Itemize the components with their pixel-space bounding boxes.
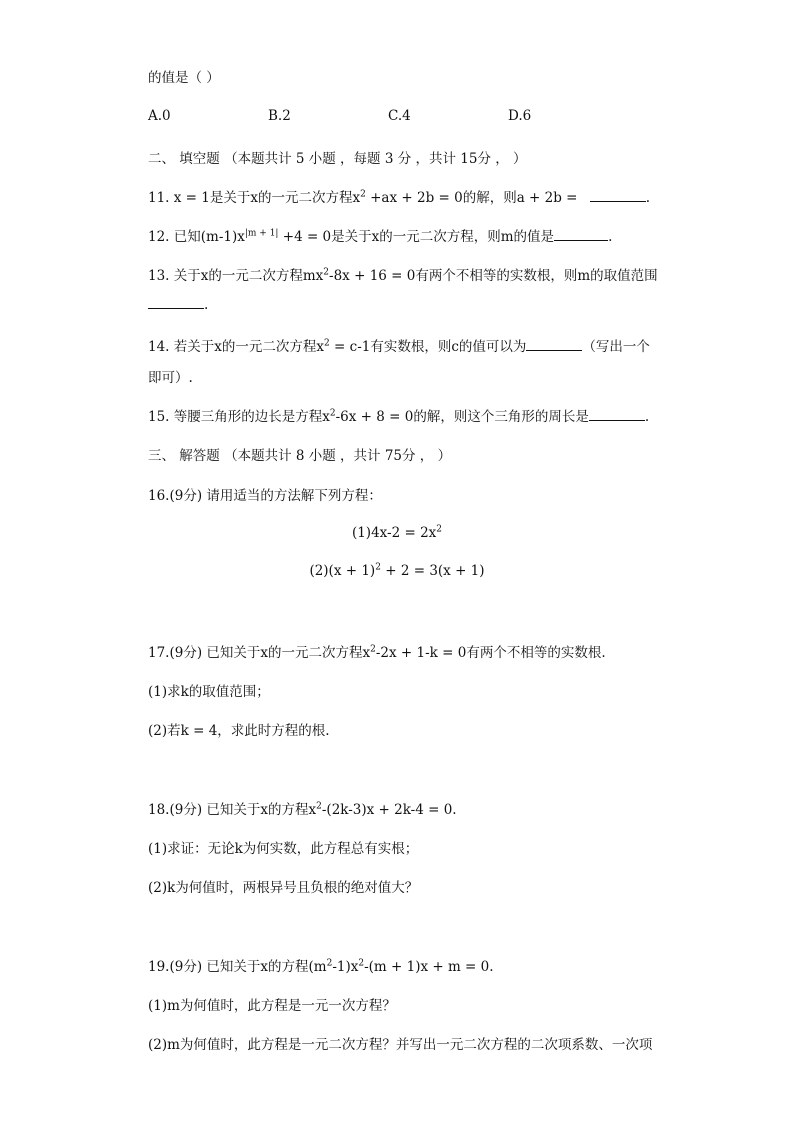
q11-period: . <box>645 190 651 206</box>
q12-answer-blank <box>554 228 608 241</box>
q15-exponent: 2 <box>329 408 336 419</box>
q14-exponent: 2 <box>324 338 330 349</box>
q12-text-a: 12. 已知(m-1)x <box>148 229 245 245</box>
q13-exponent: 2 <box>323 267 330 278</box>
question-15 <box>148 405 649 425</box>
q17-text-b: -2x + 1-k = 0有两个不相等的实数根. <box>375 645 606 661</box>
q19-exponent-2: 2 <box>358 958 365 969</box>
q15-text-a: 15. 等腰三角形的边长是方程x <box>148 409 330 425</box>
q15-answer-blank <box>589 408 645 421</box>
question-17-part-1: (1)求k的取值范围； <box>148 684 270 700</box>
question-12 <box>148 225 612 245</box>
question-19-part-2: (2)m为何值时，此方程是一元二次方程？并写出一元二次方程的二次项系数、一次项 <box>148 1037 653 1053</box>
q18-text-a: 18.(9分) 已知关于x的方程x <box>148 802 317 818</box>
q16-eq2-text-a: (2)(x + 1) <box>309 563 376 579</box>
q12-period: . <box>608 229 613 245</box>
q11-text-a: 11. x = 1是关于x的一元二次方程x <box>148 190 361 206</box>
q13-answer-blank <box>148 296 204 309</box>
q16-eq2-exponent: 2 <box>375 562 381 573</box>
q18-exponent: 2 <box>316 801 322 812</box>
q14-text-b: = c-1有实数根，则c的值可以为 <box>329 339 527 355</box>
question-18-part-1: (1)求证：无论k为何实数，此方程总有实根； <box>148 841 419 857</box>
q15-period: . <box>644 409 650 425</box>
question-13-continued <box>148 296 208 313</box>
question-18-stem <box>148 798 457 818</box>
q16-eq1-exponent: 2 <box>436 524 443 535</box>
q12-text-b: +4 = 0是关于x的一元二次方程，则m的值是 <box>278 229 555 245</box>
q19-text-c: -(m + 1)x + m = 0. <box>364 959 494 975</box>
q11-exponent: 2 <box>360 189 366 200</box>
q14-text-a: 14. 若关于x的一元二次方程x <box>148 339 324 355</box>
question-18-part-2: (2)k为何值时，两根异号且负根的绝对值大？ <box>148 880 419 896</box>
q19-exponent-1: 2 <box>326 958 333 969</box>
q16-eq1-text: (1)4x-2 = 2x <box>351 525 437 541</box>
question-16-stem: 16.(9分) 请用适当的方法解下列方程： <box>148 488 382 504</box>
question-10-stem-end: 的值是（ ） <box>148 70 220 86</box>
question-16-equation-1 <box>0 525 794 541</box>
option-c: C.4 <box>388 108 411 124</box>
question-17-part-2: (2)若k = 4，求此时方程的根. <box>148 723 330 739</box>
q16-eq2-text-b: + 2 = 3(x + 1) <box>380 563 485 579</box>
question-13 <box>148 264 658 284</box>
q19-text-b: -1)x <box>332 959 359 975</box>
option-d: D.6 <box>508 108 532 124</box>
q17-exponent: 2 <box>370 644 376 655</box>
question-19-part-1: (1)m为何值时，此方程是一元一次方程？ <box>148 998 396 1014</box>
q13-period: . <box>204 297 209 313</box>
q11-answer-blank <box>590 189 646 202</box>
question-17-stem <box>148 641 606 661</box>
section-2-heading: 二、 填空题 （本题共计 5 小题 ，每题 3 分 ，共计 15分 ， ） <box>148 151 527 167</box>
question-11 <box>148 186 650 206</box>
q11-text-b: +ax + 2b = 0的解，则a + 2b = <box>365 190 582 206</box>
option-a: A.0 <box>148 108 171 124</box>
q14-answer-blank <box>526 338 582 351</box>
section-3-heading: 三、 解答题 （本题共计 8 小题 ，共计 75分 ， ） <box>148 448 452 464</box>
q13-text-b: -8x + 16 = 0有两个不相等的实数根，则m的取值范围 <box>329 268 658 284</box>
question-14-continued: 即可）. <box>148 370 193 386</box>
question-16-equation-2 <box>0 563 794 579</box>
q12-exponent: |m + 1| <box>244 228 279 239</box>
option-b: B.2 <box>268 108 291 124</box>
q19-text-a: 19.(9分) 已知关于x的方程(m <box>148 959 327 975</box>
q18-text-b: -(2k-3)x + 2k-4 = 0. <box>321 802 457 818</box>
q13-text-a: 13. 关于x的一元二次方程mx <box>148 268 324 284</box>
question-19-stem <box>148 955 494 975</box>
q17-text-a: 17.(9分) 已知关于x的一元二次方程x <box>148 645 371 661</box>
q15-text-b: -6x + 8 = 0的解，则这个三角形的周长是 <box>335 409 589 425</box>
q14-text-c: （写出一个 <box>582 339 650 355</box>
question-14 <box>148 335 650 355</box>
